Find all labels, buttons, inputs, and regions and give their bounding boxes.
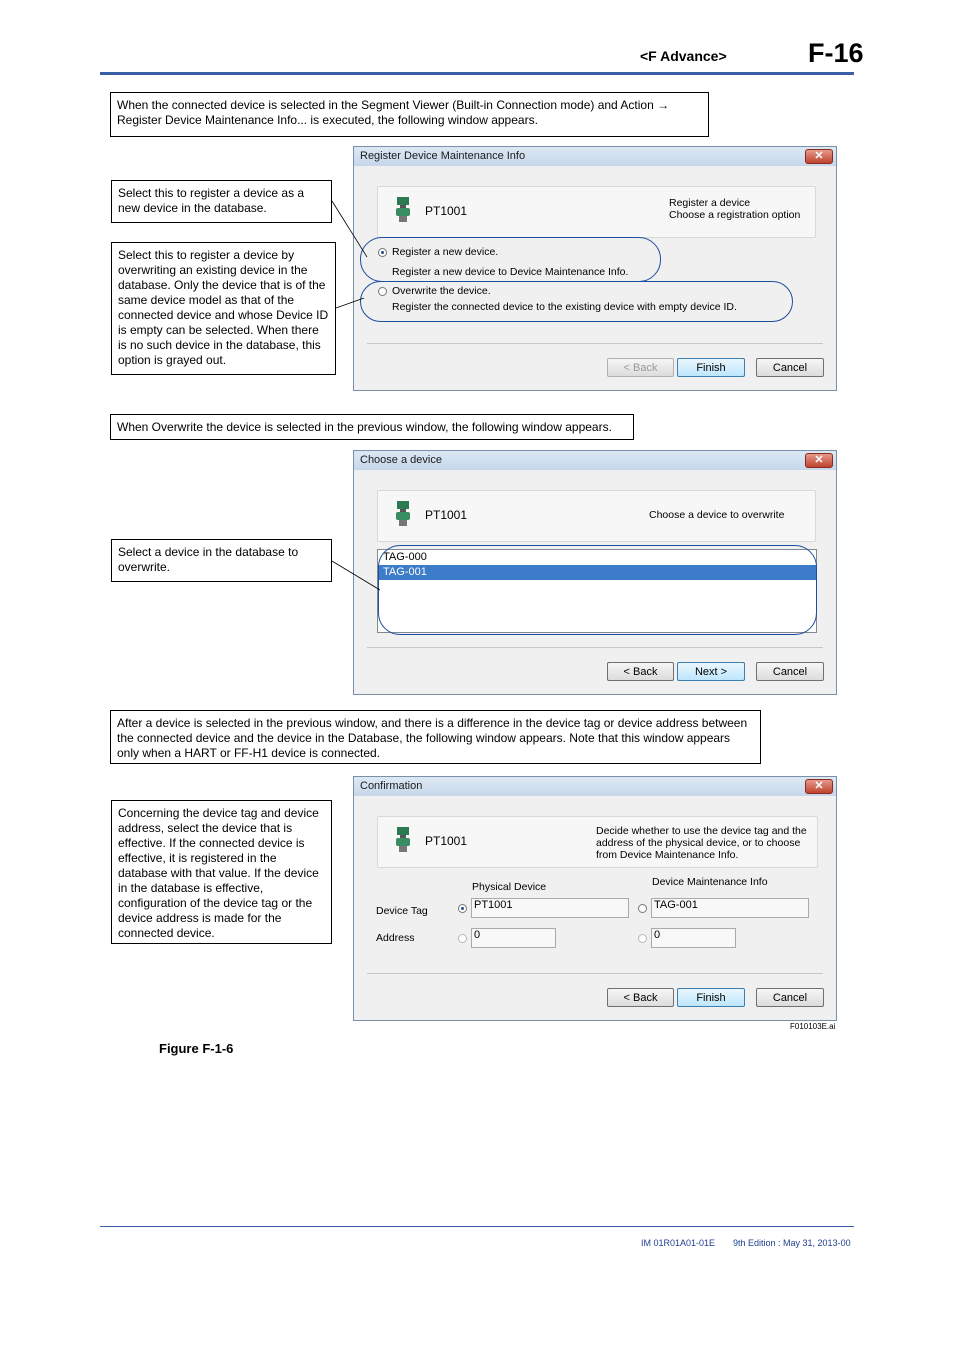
page-number: F-16 [808, 38, 864, 68]
info-line-1: Register a device [669, 197, 751, 209]
leader-line-overwrite [336, 298, 364, 308]
callout-new-device: Select this to register a device as a new device in the database. [111, 180, 332, 223]
leader-line-select [332, 561, 380, 590]
close-icon[interactable]: ✕ [805, 453, 833, 468]
row-device-tag: Device Tag [376, 905, 428, 917]
cancel-button[interactable]: Cancel [756, 662, 824, 681]
footer-rule [100, 1226, 854, 1227]
close-icon[interactable]: ✕ [805, 779, 833, 794]
info-line-3: from Device Maintenance Info. [596, 849, 739, 861]
finish-button[interactable]: Finish [677, 988, 745, 1007]
info-line-2: address of the physical device, or to choose [596, 837, 801, 849]
window-title: Register Device Maintenance Info [354, 147, 836, 166]
back-button[interactable]: < Back [607, 662, 674, 681]
overwrite-label[interactable]: Overwrite the device. [392, 285, 491, 297]
physical-tag-field: PT1001 [471, 898, 629, 918]
back-button[interactable]: < Back [607, 358, 674, 377]
register-new-label[interactable]: Register a new device. [392, 246, 499, 258]
edition-info: 9th Edition : May 31, 2013-00 [733, 1238, 851, 1248]
device-name: PT1001 [425, 834, 468, 848]
back-button[interactable]: < Back [607, 988, 674, 1007]
register-new-desc: Register a new device to Device Maintenance Info. [392, 266, 629, 278]
col-device-maintenance-info: Device Maintenance Info [652, 876, 768, 888]
callout-select-device: Select a device in the database to overwrite. [111, 539, 332, 582]
row-address: Address [376, 932, 415, 944]
col-physical-device: Physical Device [472, 881, 547, 893]
list-item-selected[interactable]: TAG-001 [378, 565, 816, 580]
document-id: IM 01R01A01-01E [641, 1238, 716, 1248]
window-title: Confirmation [354, 777, 836, 796]
dmi-tag-field: TAG-001 [651, 898, 809, 918]
info-line-2: Choose a registration option [669, 209, 801, 221]
next-button[interactable]: Next > [677, 662, 745, 681]
callout-overwrite-device: Select this to register a device by overwriting an existing device in the database. Only the device that is of the same device model as that of the connected device and whose Device ID is empty can be selected. When there is no such device in the database, this option is grayed out. [111, 242, 336, 375]
finish-button[interactable]: Finish [677, 358, 745, 377]
leader-line-new [332, 201, 367, 257]
list-item[interactable]: TAG-000 [383, 551, 427, 563]
device-name: PT1001 [425, 204, 468, 218]
device-name: PT1001 [425, 508, 468, 522]
close-icon[interactable]: ✕ [805, 149, 833, 164]
window-title: Choose a device [354, 451, 836, 470]
figure-label: Figure F-1-6 [159, 1041, 234, 1056]
section-header: <F Advance> [640, 48, 727, 64]
callout-confirmation: Concerning the device tag and device address, select the device that is effective. If the connected device is effective, it is registered in the database with that value. If the device in the database is effective, configuration of the device tag or the device address is made for the connected device. [111, 800, 332, 944]
info-line-1: Decide whether to use the device tag and the [596, 825, 807, 837]
info-text: Choose a device to overwrite [649, 509, 785, 521]
cancel-button[interactable]: Cancel [756, 988, 824, 1007]
physical-address-field: 0 [471, 928, 556, 948]
figure-file-name: F010103E.ai [790, 1022, 836, 1031]
intro-text-3: After a device is selected in the previous window, and there is a difference in the device tag or device address between the connected device and the device in the Database, the following window appears. Note that this window appears only when a HART or FF-H1 device is connected. [110, 710, 761, 764]
overwrite-desc: Register the connected device to the existing device with empty device ID. [392, 301, 737, 313]
intro-text-1: When the connected device is selected in the Segment Viewer (Built-in Connection mode) and Action → Register Device Maintenance Info... is executed, the following window appears. [110, 92, 709, 137]
cancel-button[interactable]: Cancel [756, 358, 824, 377]
dmi-address-field: 0 [651, 928, 736, 948]
intro-text-2: When Overwrite the device is selected in the previous window, the following window appears. [110, 414, 634, 440]
